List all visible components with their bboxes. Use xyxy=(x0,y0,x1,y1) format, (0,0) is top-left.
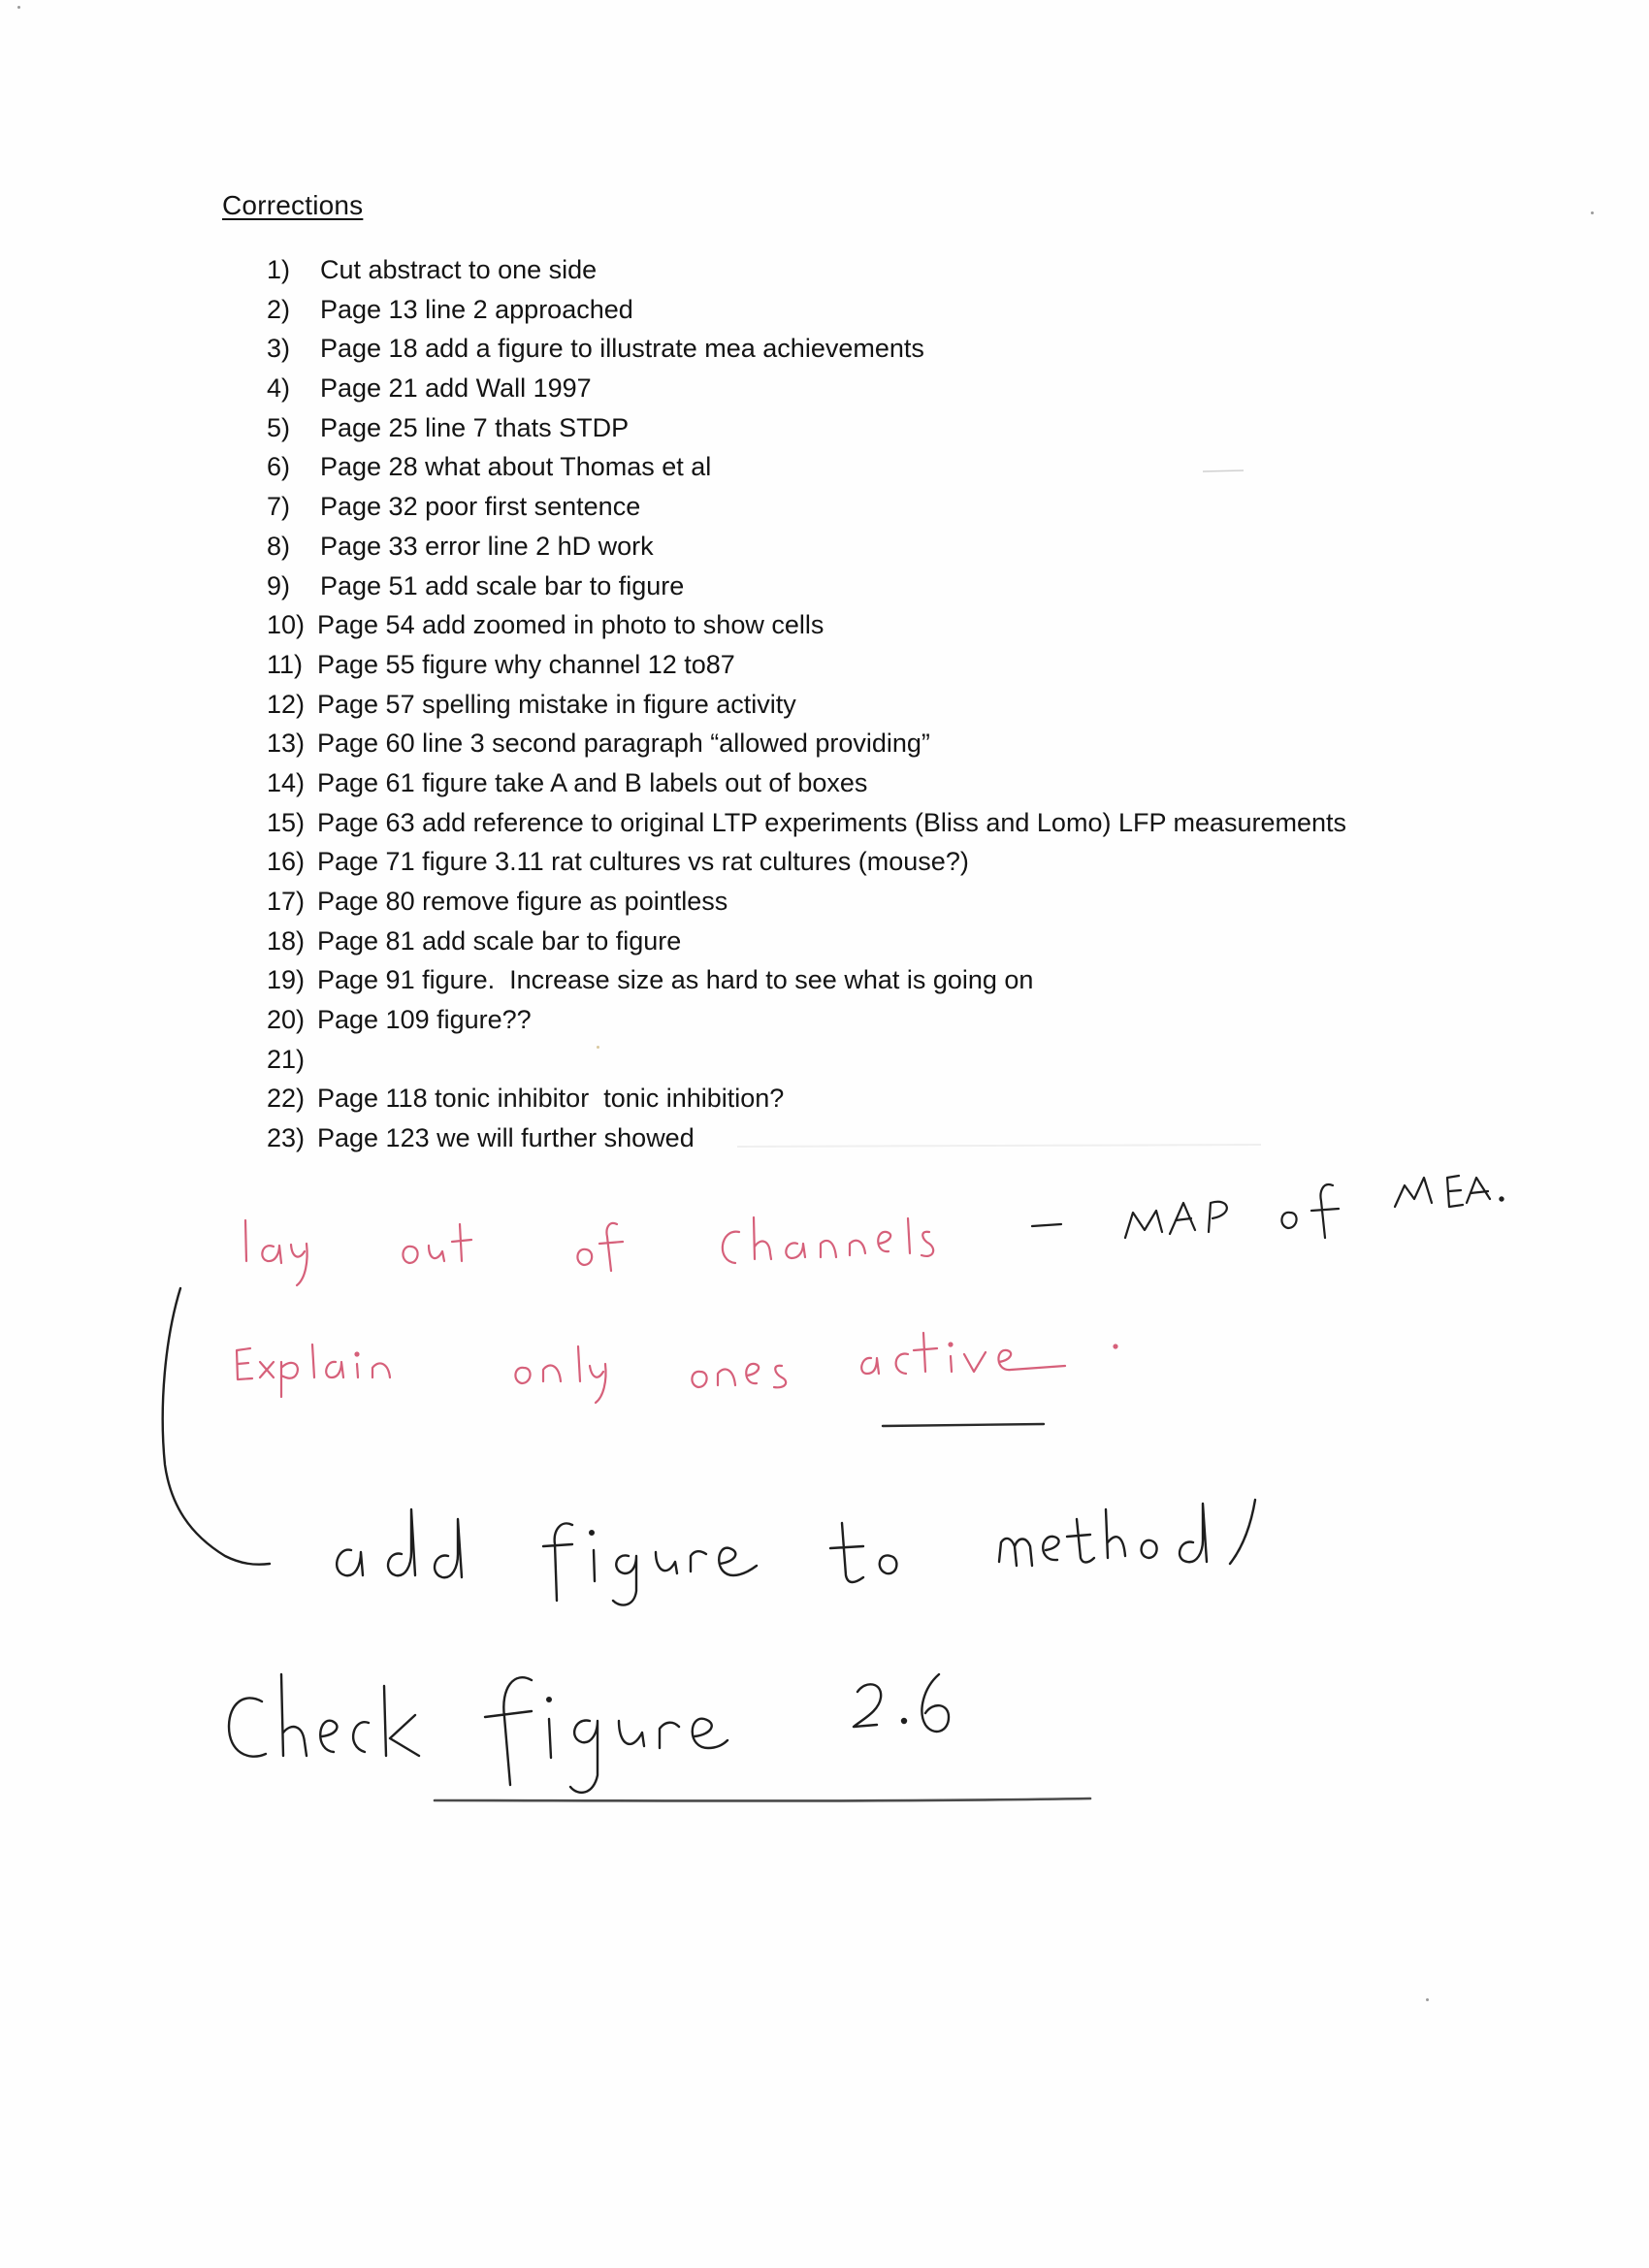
correction-text: Cut abstract to one side xyxy=(320,255,598,284)
page-title: Corrections xyxy=(222,190,364,220)
correction-number: 15) xyxy=(267,807,306,837)
correction-text: Page 25 line 7 thats STDP xyxy=(320,412,630,442)
correction-text: Page 60 line 3 second paragraph “allowed providing” xyxy=(317,729,930,759)
correction-number: 22) xyxy=(267,1084,306,1114)
correction-text: Page 28 what about Thomas et al xyxy=(320,452,712,482)
underline-figure xyxy=(435,1798,1090,1801)
correction-number: 13) xyxy=(267,729,306,759)
correction-number: 21) xyxy=(267,1044,306,1074)
correction-text: Page 13 line 2 approached xyxy=(320,294,633,324)
correction-text: Page 123 we will further showed xyxy=(317,1123,695,1153)
correction-number: 3) xyxy=(267,334,291,364)
correction-number: 14) xyxy=(267,767,306,797)
correction-number: 17) xyxy=(267,887,306,916)
faint-line xyxy=(737,1145,1261,1147)
correction-text: Page 32 poor first sentence xyxy=(320,492,641,522)
handwritten-note-map-black xyxy=(1032,1176,1504,1238)
scan-speck xyxy=(1426,1998,1429,2001)
correction-number: 5) xyxy=(267,412,291,442)
correction-text: Page 57 spelling mistake in figure activity xyxy=(317,689,796,719)
scan-speck xyxy=(597,1046,599,1049)
correction-number: 18) xyxy=(267,925,306,956)
correction-number: 10) xyxy=(267,610,306,640)
correction-number: 8) xyxy=(267,531,291,561)
correction-number: 1) xyxy=(267,255,291,284)
correction-text: Page 18 add a figure to illustrate mea achievements xyxy=(320,334,924,364)
correction-text: Page 63 add reference to original LTP experiments (Bliss and Lomo) LFP measurements xyxy=(317,807,1347,837)
correction-text: Page 81 add scale bar to figure xyxy=(317,925,682,956)
correction-text: Page 55 figure why channel 12 to87 xyxy=(317,649,735,679)
handwritten-note-add-figure xyxy=(337,1500,1255,1605)
scan-speck xyxy=(1591,211,1594,214)
correction-text: Page 80 remove figure as pointless xyxy=(317,887,728,916)
scan-speck xyxy=(17,6,20,9)
correction-number: 16) xyxy=(267,847,306,877)
correction-number: 11) xyxy=(267,649,304,679)
correction-text: Page 109 figure?? xyxy=(317,1005,532,1035)
correction-text: Page 61 figure take A and B labels out of boxes xyxy=(317,767,868,797)
correction-number: 12) xyxy=(267,689,306,719)
underline-active xyxy=(883,1424,1044,1426)
handwritten-note-layout-red xyxy=(245,1217,933,1285)
correction-number: 2) xyxy=(267,294,291,324)
correction-text: Page 51 add scale bar to figure xyxy=(320,570,685,600)
handwritten-note-check-figure xyxy=(229,1674,949,1793)
correction-text: Page 21 add Wall 1997 xyxy=(320,373,592,404)
correction-text: Page 71 figure 3.11 rat cultures vs rat cultures (mouse?) xyxy=(317,847,969,877)
correction-number: 20) xyxy=(267,1005,306,1035)
correction-text: Page 54 add zoomed in photo to show cells xyxy=(317,610,824,640)
correction-number: 7) xyxy=(267,492,291,522)
correction-text: Page 33 error line 2 hD work xyxy=(320,531,654,561)
faint-mark xyxy=(1203,470,1244,471)
correction-number: 6) xyxy=(267,452,291,482)
bracket-mark xyxy=(163,1288,270,1565)
correction-number: 23) xyxy=(267,1123,306,1153)
correction-number: 4) xyxy=(267,373,291,404)
correction-text: Page 118 tonic inhibitor tonic inhibition? xyxy=(317,1084,785,1114)
correction-number: 9) xyxy=(267,570,291,600)
correction-text: Page 91 figure. Increase size as hard to see what is going on xyxy=(317,965,1034,995)
correction-number: 19) xyxy=(267,965,306,995)
handwritten-note-explain-red xyxy=(237,1333,1117,1403)
